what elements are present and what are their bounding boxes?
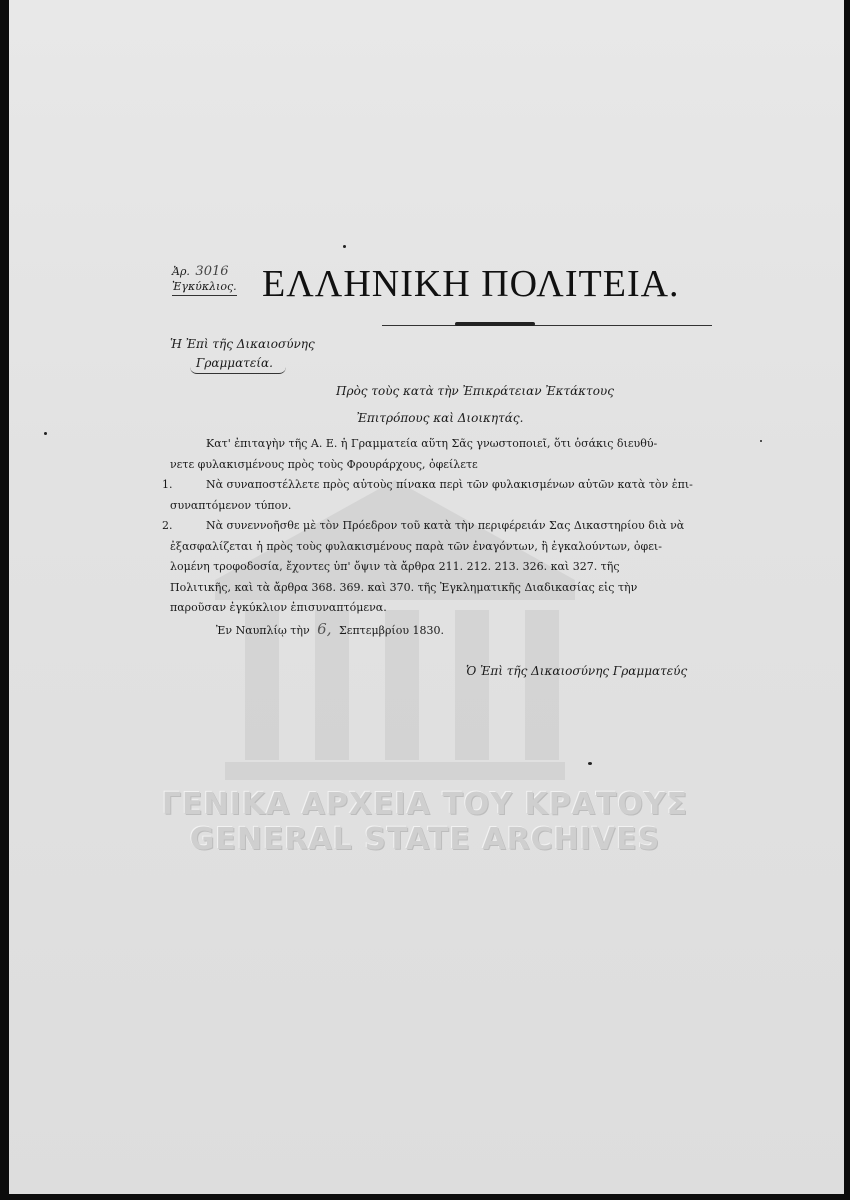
- item-1-line-1: Νὰ συναποστέλλετε πρὸς αὐτοὺς πίνακα περὶ τῶν φυλακισμένων αὐτῶν κατὰ τὸν ἐπι-: [206, 478, 693, 491]
- reference-block: [172, 264, 262, 296]
- list-item-2: [162, 516, 718, 619]
- date-prefix: Ἐν Ναυπλίῳ τὴν: [216, 623, 310, 637]
- reference-number: 3016: [195, 264, 229, 279]
- document-body: [162, 434, 718, 641]
- item-2-line-1: Νὰ συνεννοῆσθε μὲ τὸν Πρόεδρον τοῦ κατὰ τὴν περιφέρειάν Σας Δικαστηρίου διὰ νὰ: [206, 519, 685, 532]
- ministry-line-2: Γραμματεία.: [196, 356, 273, 370]
- reference-type: Ἐγκύκλιος.: [172, 279, 237, 296]
- date-line: [170, 619, 718, 642]
- addressee-line-2: Ἐπιτρόπους καὶ Διοικητάς.: [356, 411, 524, 425]
- scan-speck: [343, 245, 346, 248]
- item-2-marker: 2.: [162, 519, 173, 532]
- title-rule: [382, 325, 712, 326]
- scan-edge-left: [0, 0, 9, 1200]
- item-2-line-2: ἐξασφαλίζεται ἡ πρὸς τοὺς φυλακισμένους παρὰ τῶν ἐναγόντων, ἢ ἐγκαλούντων, ὀφει-: [170, 539, 662, 553]
- item-1-line-2: συναπτόμενον τύπον.: [170, 498, 292, 512]
- date-suffix: Σεπτεμβρίου 1830.: [338, 623, 445, 637]
- scan-speck: [44, 432, 47, 435]
- watermark-english: GENERAL STATE ARCHIVES: [189, 822, 661, 857]
- addressee-block: [0, 378, 850, 432]
- addressee-line-1: Πρὸς τοὺς κατὰ τὴν Ἐπικράτειαν Ἐκτάκτους: [336, 384, 614, 398]
- item-2-line-4: Πολιτικῆς, καὶ τὰ ἄρθρα 368. 369. καὶ 370. τῆς Ἐγκληματικῆς Διαδικασίας εἰς τὴν: [170, 580, 638, 594]
- reference-prefix: Ἀρ.: [172, 265, 190, 278]
- document-title: ΕΛΛΗΝΙΚΗ ΠΟΛΙΤΕΙΑ.: [262, 263, 680, 305]
- scan-edge-right: [844, 0, 850, 1200]
- date-day: 6,: [317, 619, 332, 638]
- signature-line: Ὁ Ἐπὶ τῆς Δικαιοσύνης Γραμματεύς: [466, 664, 688, 678]
- item-2-line-3: λομένη τροφοδοσία, ἔχοντες ὑπ' ὄψιν τὰ ἄρθρα 211. 212. 213. 326. καὶ 327. τῆς: [170, 560, 620, 573]
- item-2-line-5: παροῦσαν ἐγκύκλιον ἐπισυναπτόμενα.: [170, 601, 387, 614]
- watermark-greek: ΓΕΝΙΚΑ ΑΡΧΕΙΑ ΤΟΥ ΚΡΑΤΟΥΣ: [161, 787, 689, 822]
- title-rule-ornament: [455, 322, 535, 326]
- ministry-line-1: Ἡ Ἐπὶ τῆς Δικαιοσύνης: [170, 337, 315, 351]
- ministry-brace: [190, 367, 286, 374]
- item-1-marker: 1.: [162, 478, 173, 491]
- scan-edge-bottom: [0, 1194, 850, 1200]
- list-item-1: [162, 475, 718, 516]
- intro-line-1: Κατ' ἐπιταγὴν τῆς Α. Ε. ἡ Γραμματεία αὕτη Σᾶς γνωστοποιεῖ, ὅτι ὁσάκις διευθύ-: [206, 437, 658, 450]
- reference-number-line: [172, 264, 262, 279]
- scan-speck: [760, 440, 762, 442]
- scan-speck: [588, 762, 592, 765]
- intro-line-2: νετε φυλακισμένους πρὸς τοὺς Φρουράρχους, ὀφείλετε: [170, 457, 478, 471]
